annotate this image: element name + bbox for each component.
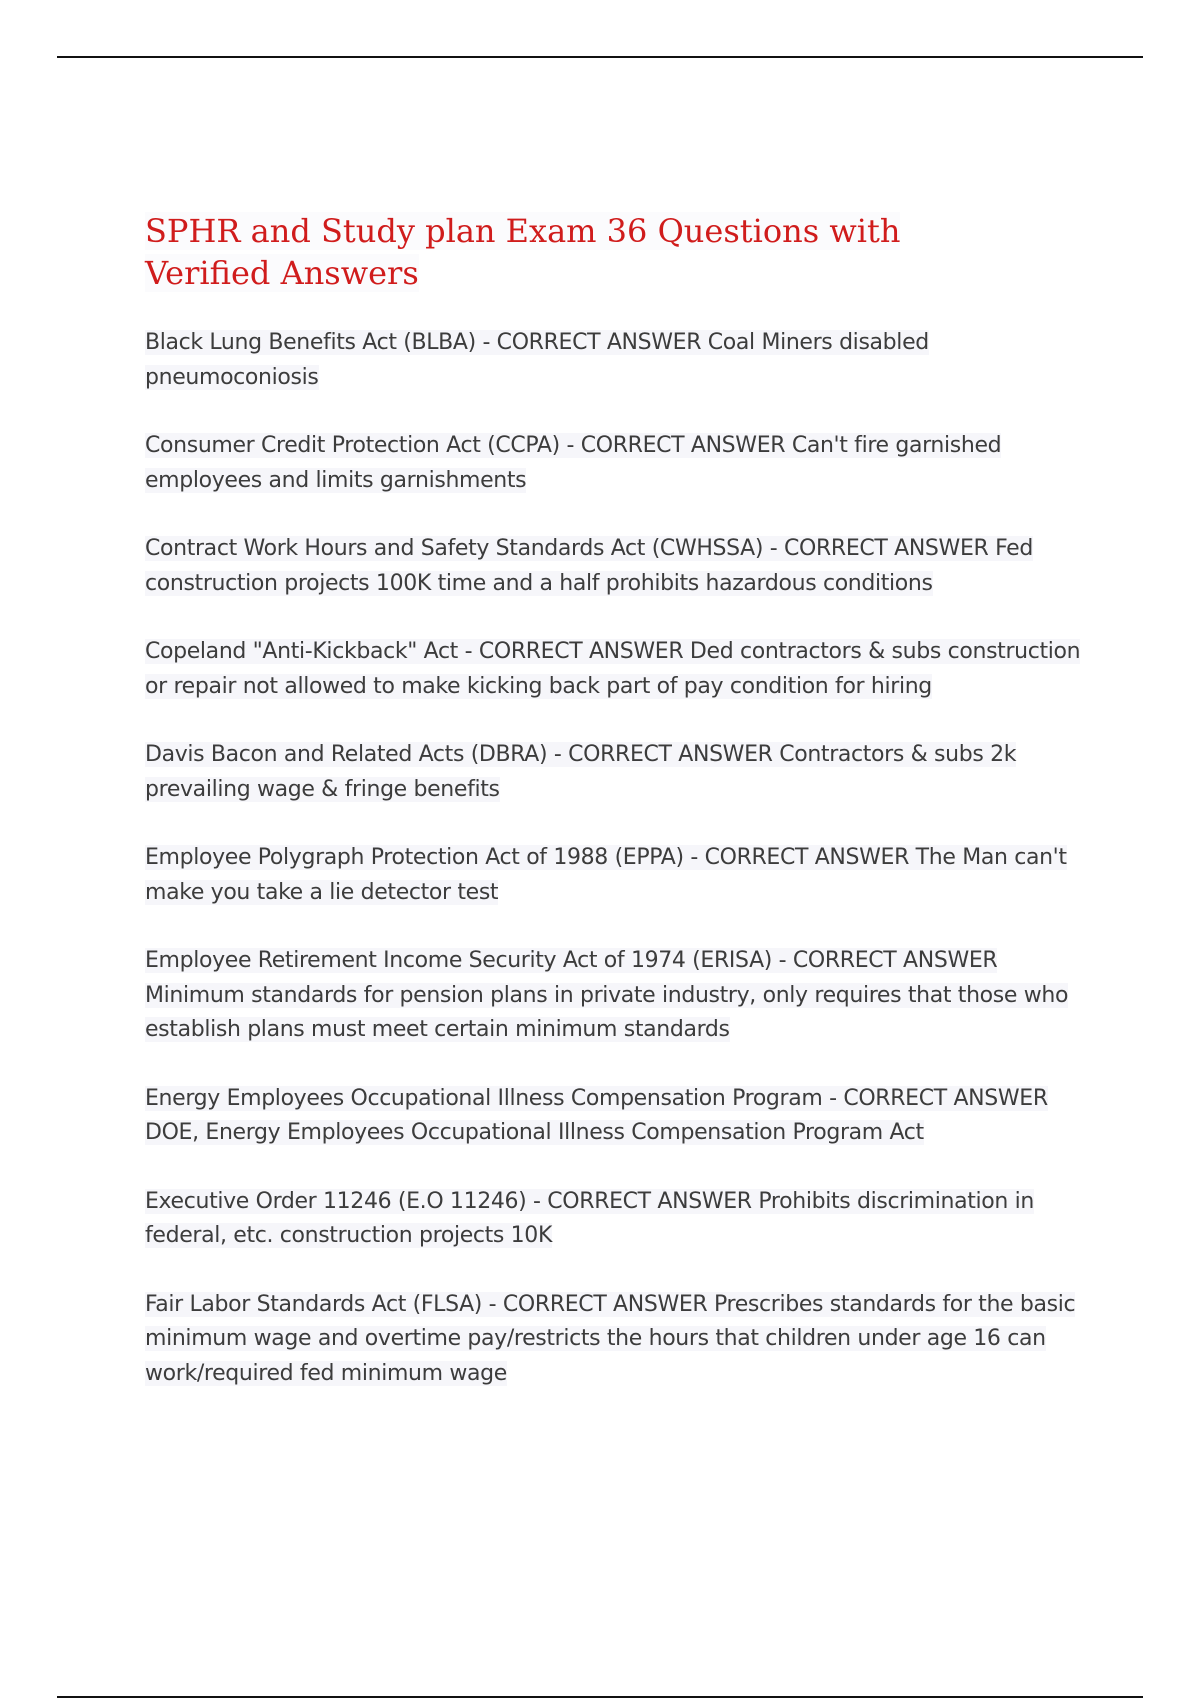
qa-item	[145, 635, 1095, 704]
qa-item	[145, 944, 1095, 1048]
qa-item	[145, 1082, 1095, 1151]
qa-item-text: Copeland "Anti-Kickback" Act - CORRECT ANSWER Ded contractors & subs construction or repair not allowed to make kicking back part of pay condition for hiring	[145, 639, 1081, 699]
document-body	[145, 210, 1095, 1425]
qa-item	[145, 1288, 1095, 1392]
qa-item	[145, 738, 1095, 807]
qa-item-text: Consumer Credit Protection Act (CCPA) - CORRECT ANSWER Can't fire garnished employees and limits garnishments	[145, 433, 1002, 493]
qa-item-text: Fair Labor Standards Act (FLSA) - CORRECT ANSWER Prescribes standards for the basic minimum wage and overtime pay/restricts the hours that children under age 16 can work/required fed minimum wage	[145, 1291, 1076, 1386]
qa-item	[145, 429, 1095, 498]
qa-item-text: Employee Polygraph Protection Act of 1988 (EPPA) - CORRECT ANSWER The Man can't make you take a lie detector test	[145, 845, 1067, 905]
top-rule	[57, 56, 1143, 58]
qa-item	[145, 841, 1095, 910]
qa-item-text: Davis Bacon and Related Acts (DBRA) - CORRECT ANSWER Contractors & subs 2k prevailing wage & fringe benefits	[145, 742, 1017, 802]
qa-item-text: Contract Work Hours and Safety Standards Act (CWHSSA) - CORRECT ANSWER Fed construction projects 100K time and a half prohibits hazardous conditions	[145, 536, 1033, 596]
qa-item-text: Employee Retirement Income Security Act of 1974 (ERISA) - CORRECT ANSWER Minimum standards for pension plans in private industry, only requires that those who establish plans must meet certain minimum standards	[145, 948, 1069, 1042]
qa-item	[145, 326, 1095, 395]
qa-item-text: Executive Order 11246 (E.O 11246) - CORRECT ANSWER Prohibits discrimination in federal, etc. construction projects 10K	[145, 1188, 1034, 1248]
qa-item-text: Black Lung Benefits Act (BLBA) - CORRECT ANSWER Coal Miners disabled pneumoconiosis	[145, 330, 929, 390]
qa-item	[145, 532, 1095, 601]
qa-item-text: Energy Employees Occupational Illness Compensation Program - CORRECT ANSWER DOE, Energy Employees Occupational Illness Compensation Program Act	[145, 1085, 1048, 1145]
bottom-rule	[57, 1696, 1143, 1698]
document-title: SPHR and Study plan Exam 36 Questions with Verified Answers	[145, 212, 901, 292]
qa-item	[145, 1185, 1095, 1254]
title-block	[145, 210, 1005, 294]
